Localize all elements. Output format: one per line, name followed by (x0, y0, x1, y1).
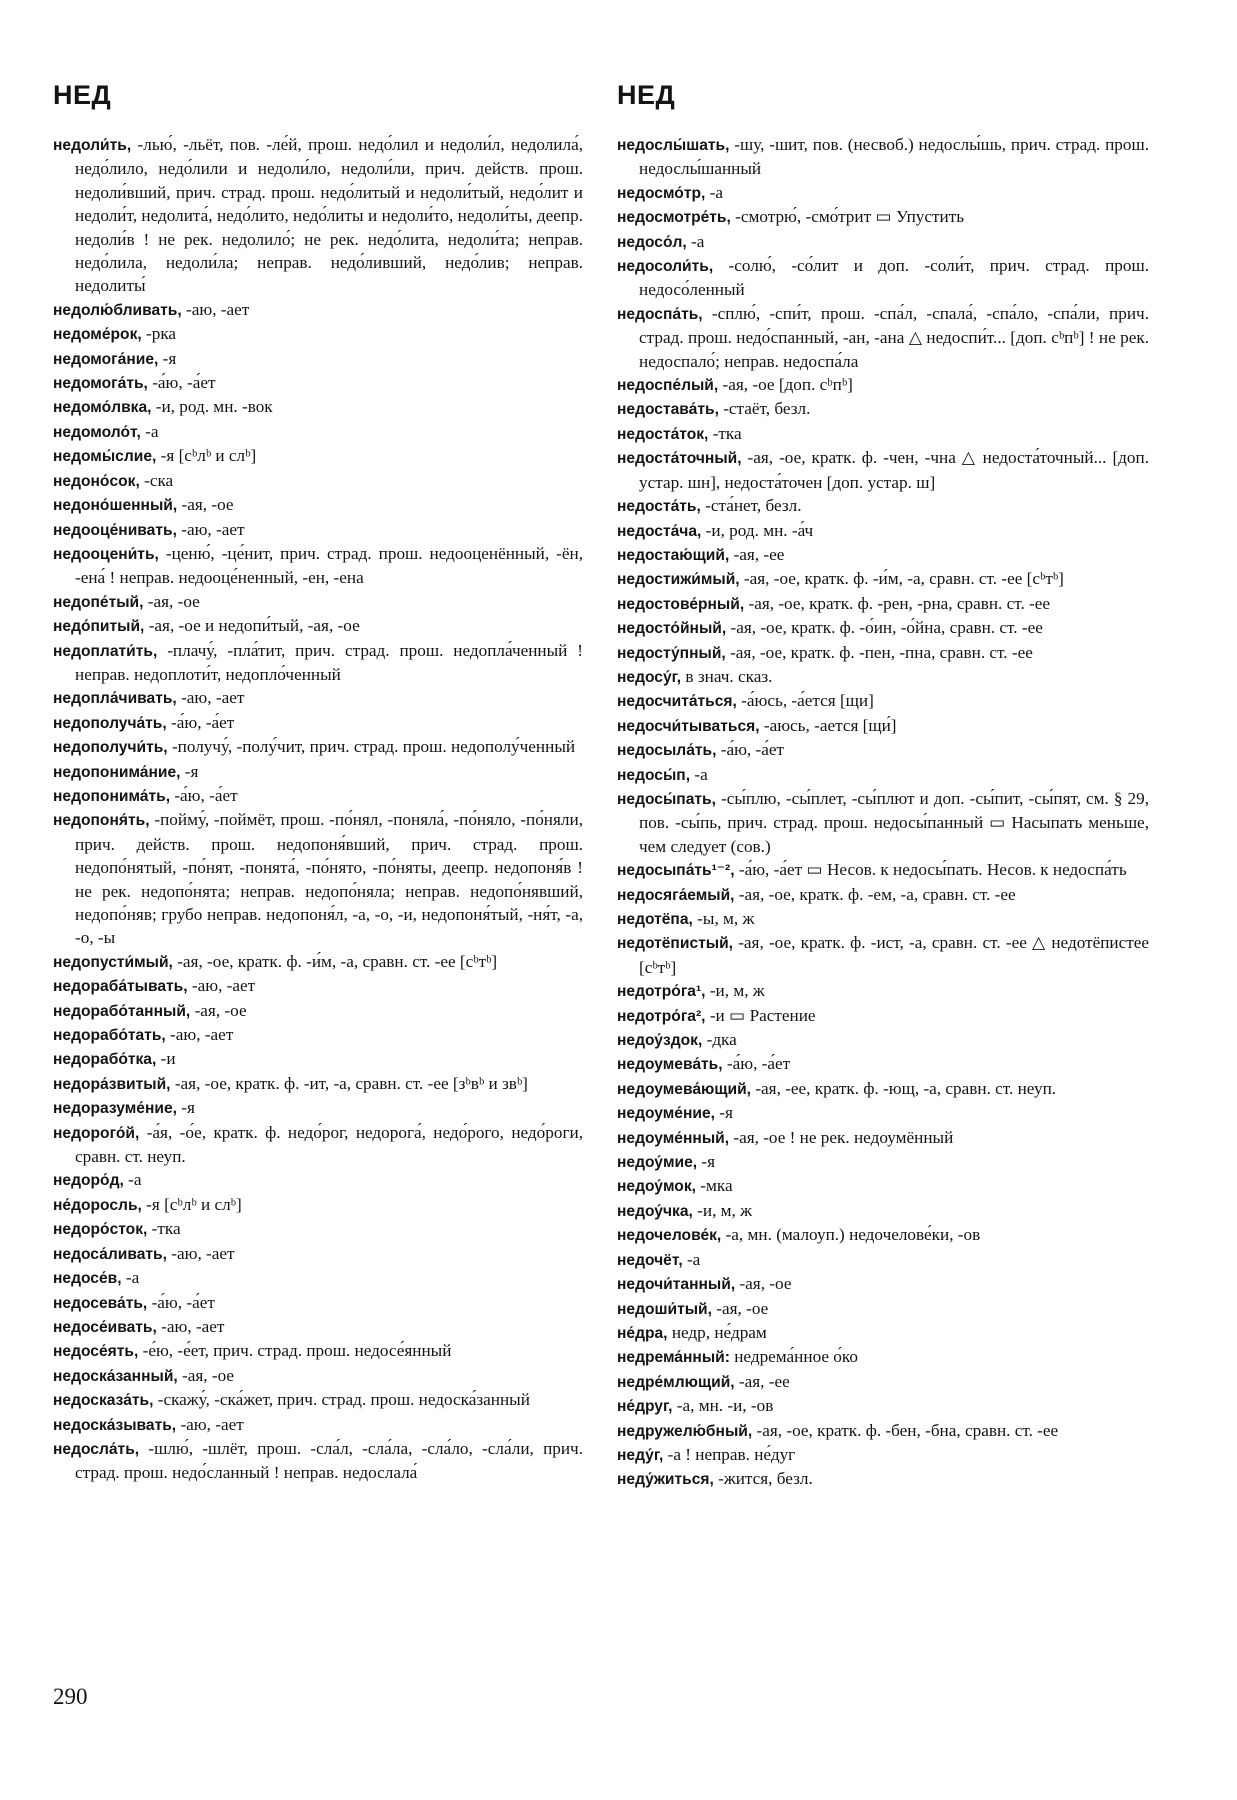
entry-headword: недосяга́емый, (617, 886, 735, 904)
entry-headword: недоши́тый, (617, 1300, 712, 1318)
entry-headword: недостава́ть, (617, 401, 719, 419)
entry-body: -а (705, 182, 723, 202)
entry-body: в знач. сказ. (681, 666, 773, 686)
entry-body: -лью́, -льёт, пов. -ле́й, прош. недо́лил и недоли́л, недолила́, недо́лило, недо́лили и недоли́ло, недоли́ли, прич. действ. прош. недоли́вший, прич. страд. прош. недо́литый и недоли́тый, недо́лит и недоли́т, недолита́, недо́лито, недо́литы и недоли́то, недоли́ты, деепр. недоли́в ! не рек. недолило́; не рек. недо́лита, недоли́та; неправ. недо́лила, недоли́ла; неправ. недо́ливший, недо́лив; неправ. недолиты́ (75, 135, 583, 296)
dictionary-entry (53, 1291, 583, 1315)
dictionary-entry (53, 760, 583, 784)
dictionary-entry (617, 616, 1149, 640)
dictionary-entry (617, 446, 1149, 494)
entry-headword: недосы́п, (617, 766, 691, 784)
entry-body: -ая, -ее (734, 1371, 790, 1391)
entry-headword: недотро́га², (617, 1007, 706, 1025)
dictionary-entry (53, 614, 583, 638)
dictionary-entry (53, 1023, 583, 1047)
entry-body: недр, не́драм (667, 1322, 767, 1342)
entry-body: -ая, -ее (729, 544, 785, 564)
entry-body: -дка (702, 1030, 737, 1050)
entry-body: -ая, -ое, кратк. ф. -пен, -пна, сравн. ст. -ее (725, 642, 1033, 662)
entry-headword: недотёпа, (617, 911, 693, 928)
entry-body: -а (123, 1170, 142, 1190)
entry-headword: недосказа́ть, (53, 1392, 154, 1410)
entry-body: -я (715, 1103, 733, 1123)
dictionary-entry (53, 1072, 583, 1096)
dictionary-entry (617, 397, 1149, 421)
dictionary-entry (617, 1077, 1149, 1101)
entry-headword: недоса́ливать, (53, 1245, 167, 1263)
entry-body: -ая, -ое (190, 1000, 247, 1020)
dictionary-entry (617, 665, 1149, 689)
dictionary-entry (53, 950, 583, 974)
dictionary-entry (617, 979, 1149, 1003)
entry-headword: недостове́рный, (617, 595, 745, 613)
entry-body: -аю, -ает (187, 976, 256, 996)
entry-body: недрема́нное о́ко (729, 1347, 858, 1367)
entry-headword: не́друг, (617, 1398, 673, 1416)
dictionary-entry (53, 1193, 583, 1217)
right-guideword: НЕД (617, 80, 676, 110)
entry-body: -ая, -ое (177, 1365, 235, 1385)
entry-body: -жится, безл. (713, 1469, 813, 1489)
entry-body: -а (140, 421, 159, 441)
dictionary-entry (53, 735, 583, 759)
entry-body: -и ▭ Растение (705, 1005, 816, 1025)
entry-body: -шлю́, -шлёт, прош. -сла́л, -сла́ла, -сла́ло, -сла́ли, прич. страд. прош. недо́сланный ! неправ. недослала́ (75, 1438, 583, 1483)
dictionary-entry (617, 133, 1149, 181)
dictionary-entry (53, 1339, 583, 1363)
entry-body: -ая, -ое, кратк. ф. -рен, -рна, сравн. ст. -ее (744, 593, 1051, 613)
entry-headword: недосе́ивать, (53, 1318, 157, 1336)
entry-body: -скажу́, -ска́жет, прич. страд. прош. недоска́занный (153, 1390, 530, 1410)
dictionary-entry (617, 230, 1149, 254)
entry-headword: недоплати́ть, (53, 642, 158, 660)
entry-headword: недорабо́тка, (53, 1051, 157, 1069)
dictionary-entry (617, 1028, 1149, 1052)
dictionary-entry (53, 1413, 583, 1437)
entry-body: -а, мн. (малоуп.) недочелове́ки, -ов (721, 1225, 981, 1245)
entry-body: -аю, -ает (165, 1025, 234, 1045)
entry-body: -мка (695, 1176, 733, 1196)
entry-body: -смотрю́, -смо́трит ▭ Упустить (730, 207, 965, 227)
entry-headword: недосы́пать, (617, 790, 716, 808)
dictionary-entry (617, 1370, 1149, 1394)
entry-headword: недоу́мок, (617, 1178, 696, 1196)
dictionary-entry (617, 567, 1149, 591)
entry-body: -я [сᵇлᵇ и слᵇ] (156, 446, 257, 466)
entry-headword: недосла́ть, (53, 1440, 140, 1458)
dictionary-entry (53, 1364, 583, 1388)
dictionary-entry (617, 422, 1149, 446)
entry-headword: не́дра, (617, 1324, 668, 1342)
entry-headword: недоумева́ть, (617, 1056, 723, 1074)
entry-body: -ая, -ое (143, 591, 200, 611)
entry-body: -ста́нет, безл. (700, 496, 802, 516)
entry-body: -ая, -ое, кратк. ф. -бен, -бна, сравн. ст. -ее (752, 1420, 1059, 1440)
dictionary-entry (617, 714, 1149, 738)
entry-headword: недружелю́бный, (617, 1422, 753, 1440)
entry-headword: недоно́шенный, (53, 497, 178, 515)
entry-body: -ая, -ее, кратк. ф. -ющ, -а, сравн. ст. неуп. (751, 1078, 1057, 1098)
entry-body: -аю, -ает (181, 299, 250, 319)
dictionary-entry (53, 395, 583, 419)
entry-headword: недоска́зывать, (53, 1416, 177, 1434)
dictionary-entry (617, 302, 1149, 373)
dictionary-entry (53, 639, 583, 687)
entry-body: -ы, м, ж (692, 909, 755, 928)
entry-headword: недоста́ча, (617, 522, 702, 540)
entry-body: -а́ю, -а́ет (147, 1292, 215, 1312)
entry-body: -солю́, -со́лит и доп. -соли́т, прич. страд. прош. недосо́ленный (639, 256, 1149, 300)
entry-headword: недосе́ять, (53, 1343, 139, 1361)
entry-body: -тка (147, 1219, 181, 1239)
dictionary-entry (53, 518, 583, 542)
entry-headword: недопе́тый, (53, 593, 144, 611)
entry-headword: недора́звитый, (53, 1075, 171, 1093)
entry-headword: неду́житься, (617, 1471, 714, 1489)
entry-headword: недопонима́ть, (53, 787, 171, 805)
entry-body: -ая, -ое (177, 495, 234, 515)
entry-headword: недосмотре́ть, (617, 209, 731, 227)
entry-headword: недоска́занный, (53, 1367, 178, 1385)
dictionary-entry (617, 1174, 1149, 1198)
dictionary-entry (53, 133, 583, 298)
dictionary-entry (617, 763, 1149, 787)
entry-headword: недомоло́т, (53, 423, 141, 441)
entry-body: -а́ю, -а́ет ▭ Несов. к недосы́пать. Несов. к недоспа́ть (734, 860, 1127, 880)
dictionary-entry (617, 641, 1149, 665)
dictionary-entry (617, 1297, 1149, 1321)
dictionary-entry (53, 808, 583, 949)
entry-body: -и, м, ж (705, 981, 765, 1001)
entry-body: -ая, -ое, кратк. ф. -и́м, -а, сравн. ст. -ее [сᵇтᵇ] (172, 951, 498, 971)
dictionary-entry (617, 1272, 1149, 1296)
entry-headword: недопонима́ние, (53, 763, 181, 781)
entry-body: -ценю́, -це́нит, прич. страд. прош. недооценённый, -ён, -ена́ ! неправ. недооце́ненный, -ен, -ена (75, 543, 583, 588)
entry-headword: недоразуме́ние, (53, 1100, 177, 1118)
dictionary-entry (53, 347, 583, 371)
entry-body: -ая, -ое (711, 1298, 769, 1318)
entry-body: -а́ю, -а́ет (722, 1054, 791, 1074)
entry-headword: недосева́ть, (53, 1294, 148, 1312)
entry-body: -аю, -ает (176, 1414, 244, 1434)
entry-body: -и, род. мн. -вок (151, 397, 273, 417)
entry-headword: недопла́чивать, (53, 690, 177, 708)
dictionary-entry (53, 1437, 583, 1485)
dictionary-entry (53, 686, 583, 710)
entry-body: -ая, -ое и недопи́тый, -ая, -ое (144, 616, 360, 636)
dictionary-entry (617, 1101, 1149, 1125)
dictionary-entry (617, 181, 1149, 205)
dictionary-entry (617, 1443, 1149, 1467)
entry-headword: недоно́сок, (53, 472, 140, 490)
entry-headword: недорабо́танный, (53, 1002, 191, 1020)
dictionary-entry (617, 1394, 1149, 1418)
entry-body: -ая, -ое, кратк. ф. -ит, -а, сравн. ст. -ее [зᵇвᵇ и звᵇ] (170, 1073, 528, 1093)
entry-headword: недосыла́ть, (617, 742, 717, 760)
entry-body: -ая, -ое, кратк. ф. -чен, -чна △ недоста́точный... [доп. устар. шн], недоста́точен [доп. устар. ш] (639, 448, 1149, 492)
dictionary-entry (617, 1419, 1149, 1443)
dictionary-entry (617, 1150, 1149, 1174)
dictionary-entry (53, 420, 583, 444)
page-number: 290 (53, 1684, 88, 1709)
entry-headword: недостаю́щий, (617, 546, 730, 564)
dictionary-entry (53, 1266, 583, 1290)
entry-body: -я (697, 1152, 716, 1172)
entry-body: -аю, -ает (166, 1243, 235, 1263)
entry-headword: недораба́тывать, (53, 978, 188, 996)
entry-body: -а ! неправ. не́дуг (663, 1444, 796, 1464)
dictionary-entry (617, 543, 1149, 567)
dictionary-entry (53, 298, 583, 322)
entry-headword: недосчита́ться, (617, 693, 737, 711)
entry-headword: недочелове́к, (617, 1227, 722, 1245)
entry-headword: недосчи́тываться, (617, 717, 760, 735)
entry-headword: недре́млющий, (617, 1373, 735, 1391)
entry-headword: недотёпистый, (617, 935, 733, 953)
entry-body: -а́ю, -а́ет (147, 373, 216, 393)
dictionary-entry (617, 1126, 1149, 1150)
entry-body: -а, мн. -и, -ов (672, 1396, 774, 1416)
dictionary-entry (617, 787, 1149, 858)
entry-body: -плачу́, -пла́тит, прич. страд. прош. недопла́ченный ! неправ. недоплоти́т, недопло́ченный (75, 640, 583, 684)
entry-headword: недомога́ние, (53, 350, 159, 368)
dictionary-entry (617, 931, 1149, 979)
entry-headword: недоспа́ть, (617, 305, 703, 323)
entry-headword: недоли́ть, (53, 137, 132, 154)
dictionary-entry (617, 858, 1149, 882)
dictionary-entry (617, 519, 1149, 543)
entry-body: -и, род. мн. -а́ч (701, 520, 814, 540)
dictionary-entry (617, 1345, 1149, 1369)
entry-headword: недоу́здок, (617, 1032, 703, 1050)
entry-body: -стаёт, безл. (718, 399, 811, 419)
entry-headword: недомога́ть, (53, 375, 148, 393)
entry-body: -рка (141, 324, 177, 344)
dictionary-entry (617, 1052, 1149, 1076)
entry-headword: недоуме́ние, (617, 1105, 715, 1123)
entry-body: -ая, -ое [доп. сᵇпᵇ] (718, 375, 853, 395)
entry-body: -ая, -ое, кратк. ф. -о́ин, -о́йна, сравн. ст. -ее (726, 618, 1043, 638)
entry-headword: недотро́га¹, (617, 983, 706, 1001)
entry-body: -ая, -ое, кратк. ф. -ист, -а, сравн. ст. -ее △ недотёпистее [сᵇтᵇ] (639, 933, 1149, 977)
entry-body: -ая, -ое ! не рек. недоумённый (729, 1127, 954, 1147)
dictionary-entry (53, 444, 583, 468)
entry-headword: недорабо́тать, (53, 1027, 166, 1045)
entry-body: -сплю́, -спи́т, прош. -спа́л, -спала́, -спа́ло, -спа́ли, прич. страд. прош. недо́спанный, -ан, -ана △ недоспи́т... [доп. сᵇпᵇ] ! не рек. недоспало́; неправ. недоспа́ла (639, 303, 1149, 371)
entry-headword: недрема́нный: (617, 1349, 730, 1367)
entry-body: -аюсь, -ается [щи́] (759, 715, 897, 735)
entry-headword: недомы́слие, (53, 448, 157, 466)
dictionary-entry (53, 542, 583, 590)
entry-body: -я (158, 348, 177, 368)
dictionary-entry (53, 322, 583, 346)
entry-body: -сы́плю, -сы́плет, -сы́плют и доп. -сы́пит, -сы́пят, см. § 29, пов. -сы́пь, прич. страд. прош. недосы́панный ▭ Насыпать меньше, чем следует (сов.) (639, 788, 1149, 856)
entry-body: -аю, -ает (176, 688, 245, 708)
entry-headword: недочёт, (617, 1251, 683, 1269)
entry-headword: недомо́лвка, (53, 399, 152, 417)
entry-body: -ска (139, 470, 174, 490)
entry-headword: недоумева́ющий, (617, 1080, 752, 1098)
dictionary-entry (617, 1199, 1149, 1223)
entry-headword: недостижи́мый, (617, 571, 740, 589)
dictionary-entry (53, 999, 583, 1023)
entry-headword: недопоня́ть, (53, 812, 150, 830)
entry-headword: недослы́шать, (617, 137, 730, 154)
entry-headword: недоу́чка, (617, 1202, 693, 1220)
entry-body: -а (686, 231, 705, 251)
entry-body: -а́ю, -а́ет (166, 712, 235, 732)
dictionary-entry (53, 1242, 583, 1266)
dictionary-entry (53, 974, 583, 998)
dictionary-entry (617, 883, 1149, 907)
entry-body: -шу, -шит, пов. (несвоб.) недослы́шь, прич. страд. прош. недослы́шанный (639, 135, 1149, 179)
entry-headword: недосту́пный, (617, 644, 726, 662)
entry-headword: недооцени́ть, (53, 545, 159, 563)
entry-body: -я (176, 1098, 195, 1118)
entry-body: -я [сᵇлᵇ и слᵇ] (141, 1194, 242, 1214)
dictionary-entry (53, 1388, 583, 1412)
dictionary-entry (53, 1315, 583, 1339)
entry-headword: неду́г, (617, 1446, 664, 1464)
dictionary-entry (53, 590, 583, 614)
entry-body: -тка (708, 423, 742, 443)
dictionary-entry (617, 373, 1149, 397)
entry-headword: недорого́й, (53, 1124, 140, 1142)
entry-body: -е́ю, -е́ет, прич. страд. прош. недосе́янный (138, 1341, 452, 1361)
dictionary-entry (617, 907, 1149, 931)
entry-headword: недополучи́ть, (53, 739, 168, 757)
entry-headword: недоме́рок, (53, 326, 142, 344)
dictionary-entry (617, 1004, 1149, 1028)
entry-body: -а́юсь, -а́ется [щи] (736, 691, 874, 711)
entry-headword: недолю́бливать, (53, 301, 182, 319)
entry-headword: недополуча́ть, (53, 714, 167, 732)
dictionary-entry (617, 205, 1149, 229)
entry-body: -и, м, ж (692, 1200, 753, 1220)
entry-headword: недоу́мие, (617, 1154, 698, 1172)
dictionary-entry (617, 1248, 1149, 1272)
dictionary-entry (617, 1321, 1149, 1345)
dictionary-entry (53, 469, 583, 493)
entry-headword: недопусти́мый, (53, 953, 173, 971)
entry-headword: недо́питый, (53, 618, 145, 636)
entry-headword: недосыпа́ть¹⁻², (617, 862, 735, 880)
dictionary-entry (617, 1467, 1149, 1491)
entry-body: -ая, -ое, кратк. ф. -и́м, -а, сравн. ст. -ее [сᵇтᵇ] (739, 569, 1064, 589)
dictionary-entry (53, 1121, 583, 1169)
dictionary-entry (617, 738, 1149, 762)
dictionary-entry (53, 1096, 583, 1120)
right-entries (617, 133, 1149, 1492)
entry-headword: недочи́танный, (617, 1276, 736, 1294)
entry-headword: недоуме́нный, (617, 1129, 730, 1147)
entry-body: -а (682, 1249, 701, 1269)
entry-headword: недосо́л, (617, 233, 687, 251)
entry-headword: недосоли́ть, (617, 258, 714, 276)
dictionary-entry (53, 1047, 583, 1071)
entry-headword: недоста́точный, (617, 450, 742, 468)
dictionary-entry (617, 1223, 1149, 1247)
dictionary-entry (53, 1168, 583, 1192)
entry-body: -а (690, 764, 708, 784)
dictionary-entry (53, 371, 583, 395)
entry-headword: недосе́в, (53, 1270, 122, 1288)
entry-headword: недосто́йный, (617, 620, 727, 638)
entry-headword: недоспе́лый, (617, 377, 719, 395)
entry-body: -аю, -ает (176, 519, 245, 539)
entry-body: -пойму́, -поймёт, прош. -по́нял, -поняла́, -по́няло, -по́няли, прич. действ. прош. недопоня́вший, прич. страд. прош. недопо́нятый, -по́нят, -понята́, -по́нято, -по́няты, деепр. недопоня́в ! не рек. недопо́нята; неправ. недопо́няла; неправ. недопо́нявший, недопо́няв; грубо неправ. недопоня́л, -а, -о, -и, недопоня́тый, -ня́т, -а, -о, -ы (75, 810, 583, 948)
entry-headword: недоро́сток, (53, 1221, 148, 1239)
entry-headword: не́доросль, (53, 1196, 142, 1214)
dictionary-entry (53, 1217, 583, 1241)
entry-body: -а (121, 1268, 140, 1288)
left-guideword: НЕД (53, 80, 112, 110)
entry-body: -ая, -ое (735, 1274, 792, 1294)
entry-body: -а́ю, -а́ет (716, 740, 785, 760)
entry-body: -а́ю, -а́ет (170, 785, 238, 805)
entry-body: -а́я, -о́е, кратк. ф. недо́рог, недорога́, недо́рого, недо́роги, сравн. ст. неуп. (75, 1122, 583, 1167)
entry-headword: недоро́д, (53, 1172, 124, 1190)
entry-headword: недоста́ток, (617, 425, 709, 443)
dictionary-entry (53, 711, 583, 735)
dictionary-entry (53, 784, 583, 808)
left-entries (53, 133, 583, 1485)
dictionary-entry (53, 493, 583, 517)
dictionary-entry (617, 254, 1149, 302)
dictionary-entry (617, 689, 1149, 713)
entry-headword: недоста́ть, (617, 498, 701, 516)
entry-body: -ая, -ое, кратк. ф. -ем, -а, сравн. ст. -ее (734, 884, 1016, 904)
entry-body: -и (156, 1049, 176, 1069)
entry-body: -я (180, 761, 199, 781)
dictionary-entry (617, 592, 1149, 616)
entry-body: -аю, -ает (156, 1316, 225, 1336)
entry-headword: недосу́г, (617, 668, 682, 686)
dictionary-entry (617, 494, 1149, 518)
entry-body: -получу́, -полу́чит, прич. страд. прош. недополу́ченный (167, 737, 576, 757)
entry-headword: недооце́нивать, (53, 521, 177, 539)
entry-headword: недосмо́тр, (617, 184, 706, 202)
